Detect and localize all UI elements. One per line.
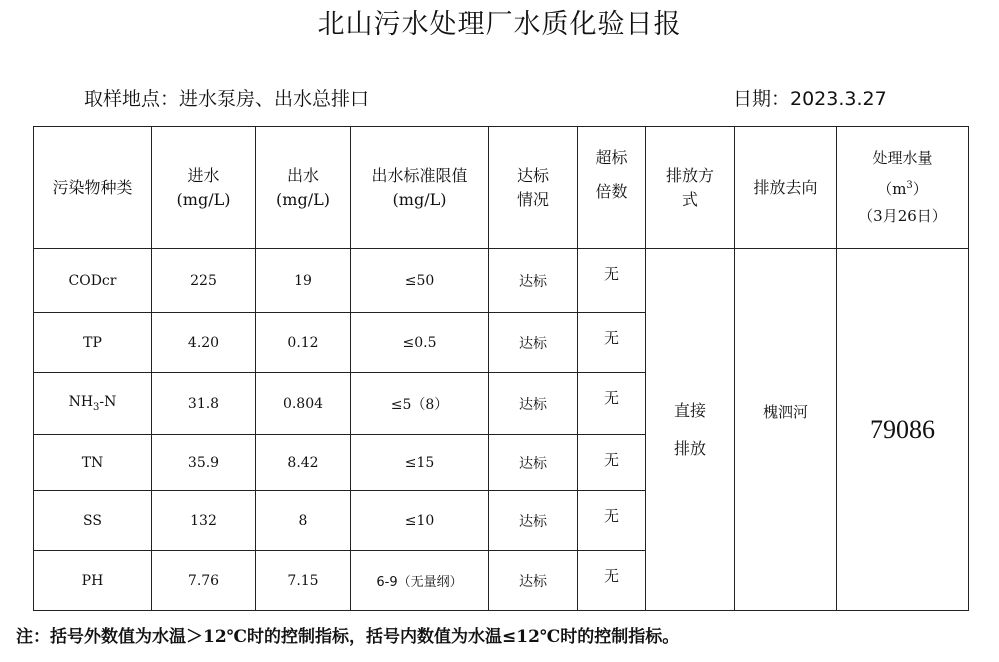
exceed-cell: 无 [578, 435, 646, 491]
water-quality-table [33, 126, 969, 611]
limit-cell: ≤5（8） [351, 373, 489, 435]
header-volume: 处理水量 $(m^3)$ （3月26日） [837, 127, 969, 249]
compliance-cell: 达标 [489, 313, 578, 373]
influent-cell: 31.8 [152, 373, 256, 435]
exceed-cell: 无 [578, 373, 646, 435]
header-compliance: 达标 情况 [489, 127, 578, 249]
influent-cell: 132 [152, 491, 256, 551]
page-title: 北山污水处理厂水质化验日报 [317, 9, 682, 40]
pollutant-cell: TN [34, 435, 152, 491]
exceed-cell: 无 [578, 313, 646, 373]
compliance-cell: 达标 [489, 551, 578, 611]
header-row [34, 127, 969, 249]
effluent-cell: 7.15 [256, 551, 351, 611]
effluent-cell: 0.804 [256, 373, 351, 435]
influent-cell: 7.76 [152, 551, 256, 611]
treated-volume-cell: 79086 [837, 249, 969, 611]
influent-cell: 4.20 [152, 313, 256, 373]
header-limit: 出水标准限值 (mg/L) [351, 127, 489, 249]
compliance-cell: 达标 [489, 249, 578, 313]
exceed-cell: 无 [578, 249, 646, 313]
limit-cell: ≤15 [351, 435, 489, 491]
report-date: 日期：2023.3.27 [733, 88, 887, 110]
pollutant-cell: $NH_3-N$ [34, 373, 152, 435]
exceed-cell: 无 [578, 551, 646, 611]
limit-cell: ≤10 [351, 491, 489, 551]
header-effluent: 出水 (mg/L) [256, 127, 351, 249]
header-exceed: 超标 倍数 [578, 127, 646, 249]
footnote: 注：括号外数值为水温＞12℃时的控制指标，括号内数值为水温≤12℃时的控制指标。 [16, 627, 680, 647]
effluent-cell: 8 [256, 491, 351, 551]
limit-cell: ≤0.5 [351, 313, 489, 373]
exceed-cell: 无 [578, 491, 646, 551]
compliance-cell: 达标 [489, 491, 578, 551]
effluent-cell: 19 [256, 249, 351, 313]
pollutant-cell: PH [34, 551, 152, 611]
compliance-cell: 达标 [489, 435, 578, 491]
pollutant-cell: SS [34, 491, 152, 551]
pollutant-cell: CODcr [34, 249, 152, 313]
discharge-destination-cell: 槐泗河 [735, 249, 837, 611]
header-method: 排放方 式 [646, 127, 735, 249]
limit-cell: ≤50 [351, 249, 489, 313]
sampling-location: 取样地点：进水泵房、出水总排口 [84, 88, 370, 110]
influent-cell: 225 [152, 249, 256, 313]
compliance-cell: 达标 [489, 373, 578, 435]
influent-cell: 35.9 [152, 435, 256, 491]
discharge-method-cell: 直接 排放 [646, 249, 735, 611]
header-influent: 进水 (mg/L) [152, 127, 256, 249]
pollutant-cell: TP [34, 313, 152, 373]
header-pollutant: 污染物种类 [34, 127, 152, 249]
effluent-cell: 0.12 [256, 313, 351, 373]
effluent-cell: 8.42 [256, 435, 351, 491]
table-row [34, 249, 969, 313]
limit-cell: 6-9（无量纲） [351, 551, 489, 611]
header-destination: 排放去向 [735, 127, 837, 249]
